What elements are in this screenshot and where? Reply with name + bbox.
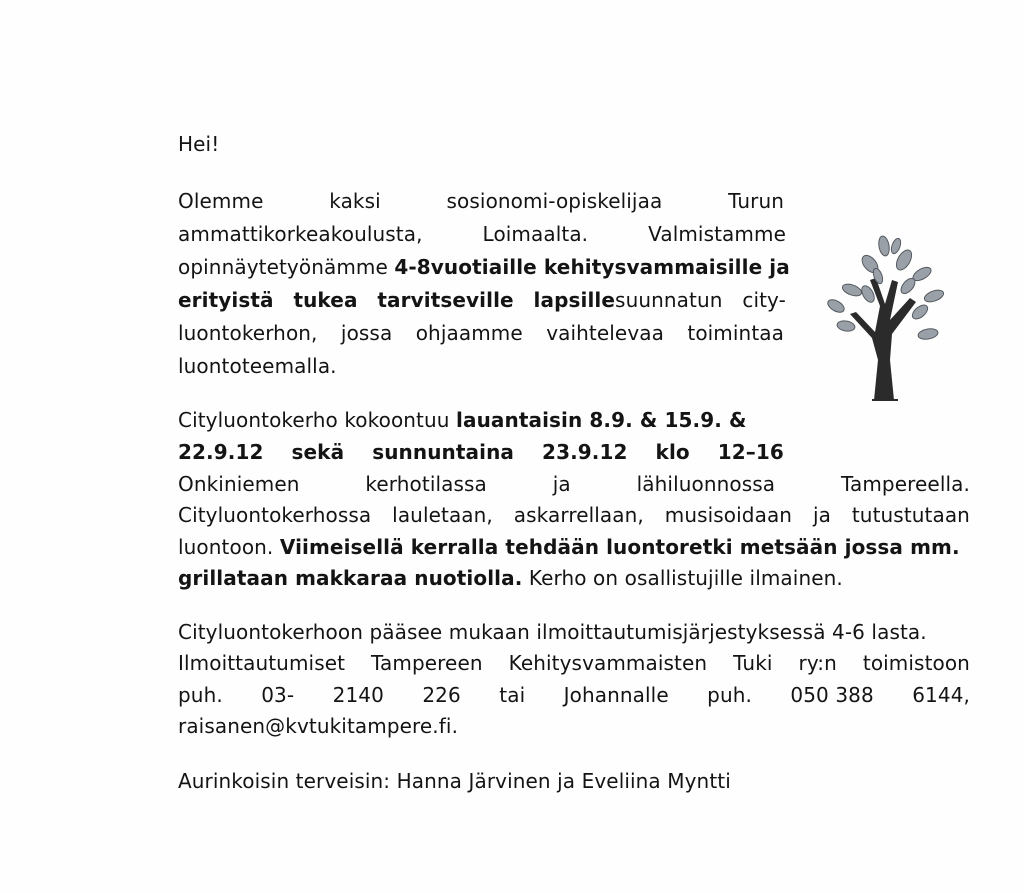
word: tutustutaan — [851, 503, 970, 527]
word: 22.9.12 — [178, 440, 264, 464]
word: lähiluonnossa — [636, 472, 776, 496]
word: kerhotilassa — [365, 472, 487, 496]
p3-line-2 — [178, 648, 970, 678]
word: jossa — [340, 321, 393, 345]
p2-line-6 — [178, 563, 843, 593]
p3-line-1: Cityluontokerhoon pääsee mukaan ilmoittautumisjärjestyksessä 4-6 lasta. — [178, 620, 927, 644]
p1-line-3 — [178, 252, 790, 282]
word: ohjaamme — [415, 321, 523, 345]
word: ammattikorkeakoulusta, — [178, 222, 423, 246]
word: puh. — [707, 683, 752, 707]
p1-line-6: luontoteemalla. — [178, 354, 337, 378]
word: toimistoon — [862, 651, 970, 675]
p2-line-1 — [178, 405, 784, 435]
word: Johannalle — [563, 683, 669, 707]
word: tai — [499, 683, 526, 707]
word: 03- — [261, 683, 295, 707]
word: sosionomi-opiskelijaa — [446, 189, 663, 213]
p2-line-5 — [178, 532, 960, 562]
text: luontoon. — [178, 535, 280, 559]
bold-text: grillataan makkaraa nuotiolla. — [178, 566, 523, 590]
word: Loimaalta. — [482, 222, 589, 246]
bold-text: Viimeisellä kerralla tehdään luontoretki metsään jossa mm. — [279, 535, 960, 559]
bold-word: tukea — [293, 288, 358, 312]
word: ja — [812, 503, 831, 527]
word-group — [534, 285, 723, 315]
p2-line-3 — [178, 469, 970, 499]
word: 2140 — [332, 683, 384, 707]
word: suunnatun — [615, 288, 723, 312]
word: Tampereen — [371, 651, 483, 675]
word: Valmistamme — [648, 222, 786, 246]
word: luontokerhon, — [178, 321, 318, 345]
word: Tampereella. — [840, 472, 970, 496]
p3-line-4: raisanen@kvtukitampere.fi. — [178, 714, 459, 738]
word: vaihtelevaa — [546, 321, 664, 345]
p3-line-3 — [178, 680, 970, 710]
word: toimintaa — [687, 321, 784, 345]
p2-line-2 — [178, 437, 784, 467]
word: musisoidaan — [664, 503, 793, 527]
word: puh. — [178, 683, 223, 707]
word: Cityluontokerhossa — [178, 503, 372, 527]
word: 23.9.12 — [542, 440, 628, 464]
word: Kehitysvammaisten — [508, 651, 708, 675]
word: sekä — [291, 440, 345, 464]
closing-signature: Aurinkoisin terveisin: Hanna Järvinen ja Eveliina Myntti — [178, 769, 731, 793]
word: kaksi — [329, 189, 381, 213]
word: ja — [552, 472, 571, 496]
word: Tuki — [733, 651, 773, 675]
word: askarrellaan, — [513, 503, 644, 527]
word: sunnuntaina — [372, 440, 515, 464]
p1-line-4 — [178, 285, 786, 315]
word: Turun — [728, 189, 784, 213]
text: Kerho on osallistujille ilmainen. — [522, 566, 843, 590]
word: 226 — [422, 683, 461, 707]
bold-word: erityistä — [178, 288, 274, 312]
bold-word: lapsille — [533, 288, 616, 312]
p2-line-4 — [178, 500, 970, 530]
p1-line-1 — [178, 186, 784, 216]
word: 050 388 — [790, 683, 874, 707]
greeting: Hei! — [178, 132, 220, 156]
p1-line-2 — [178, 219, 786, 249]
bold-text: 4-8vuotiaille kehitysvammaisille ja — [394, 255, 790, 279]
word: city- — [742, 288, 786, 312]
word: ry:n — [798, 651, 837, 675]
word: lauletaan, — [392, 503, 493, 527]
word: Olemme — [178, 189, 264, 213]
word: 12–16 — [717, 440, 784, 464]
tree-icon — [812, 210, 962, 410]
p1-line-5 — [178, 318, 784, 348]
bold-text: lauantaisin 8.9. & 15.9. & — [456, 408, 747, 432]
word: Ilmoittautumiset — [178, 651, 346, 675]
word: klo — [655, 440, 690, 464]
text: opinnäytetyönämme — [178, 255, 395, 279]
word: 6144, — [912, 683, 970, 707]
word: Onkiniemen — [178, 472, 300, 496]
bold-word: tarvitseville — [377, 288, 514, 312]
text: Cityluontokerho kokoontuu — [178, 408, 457, 432]
